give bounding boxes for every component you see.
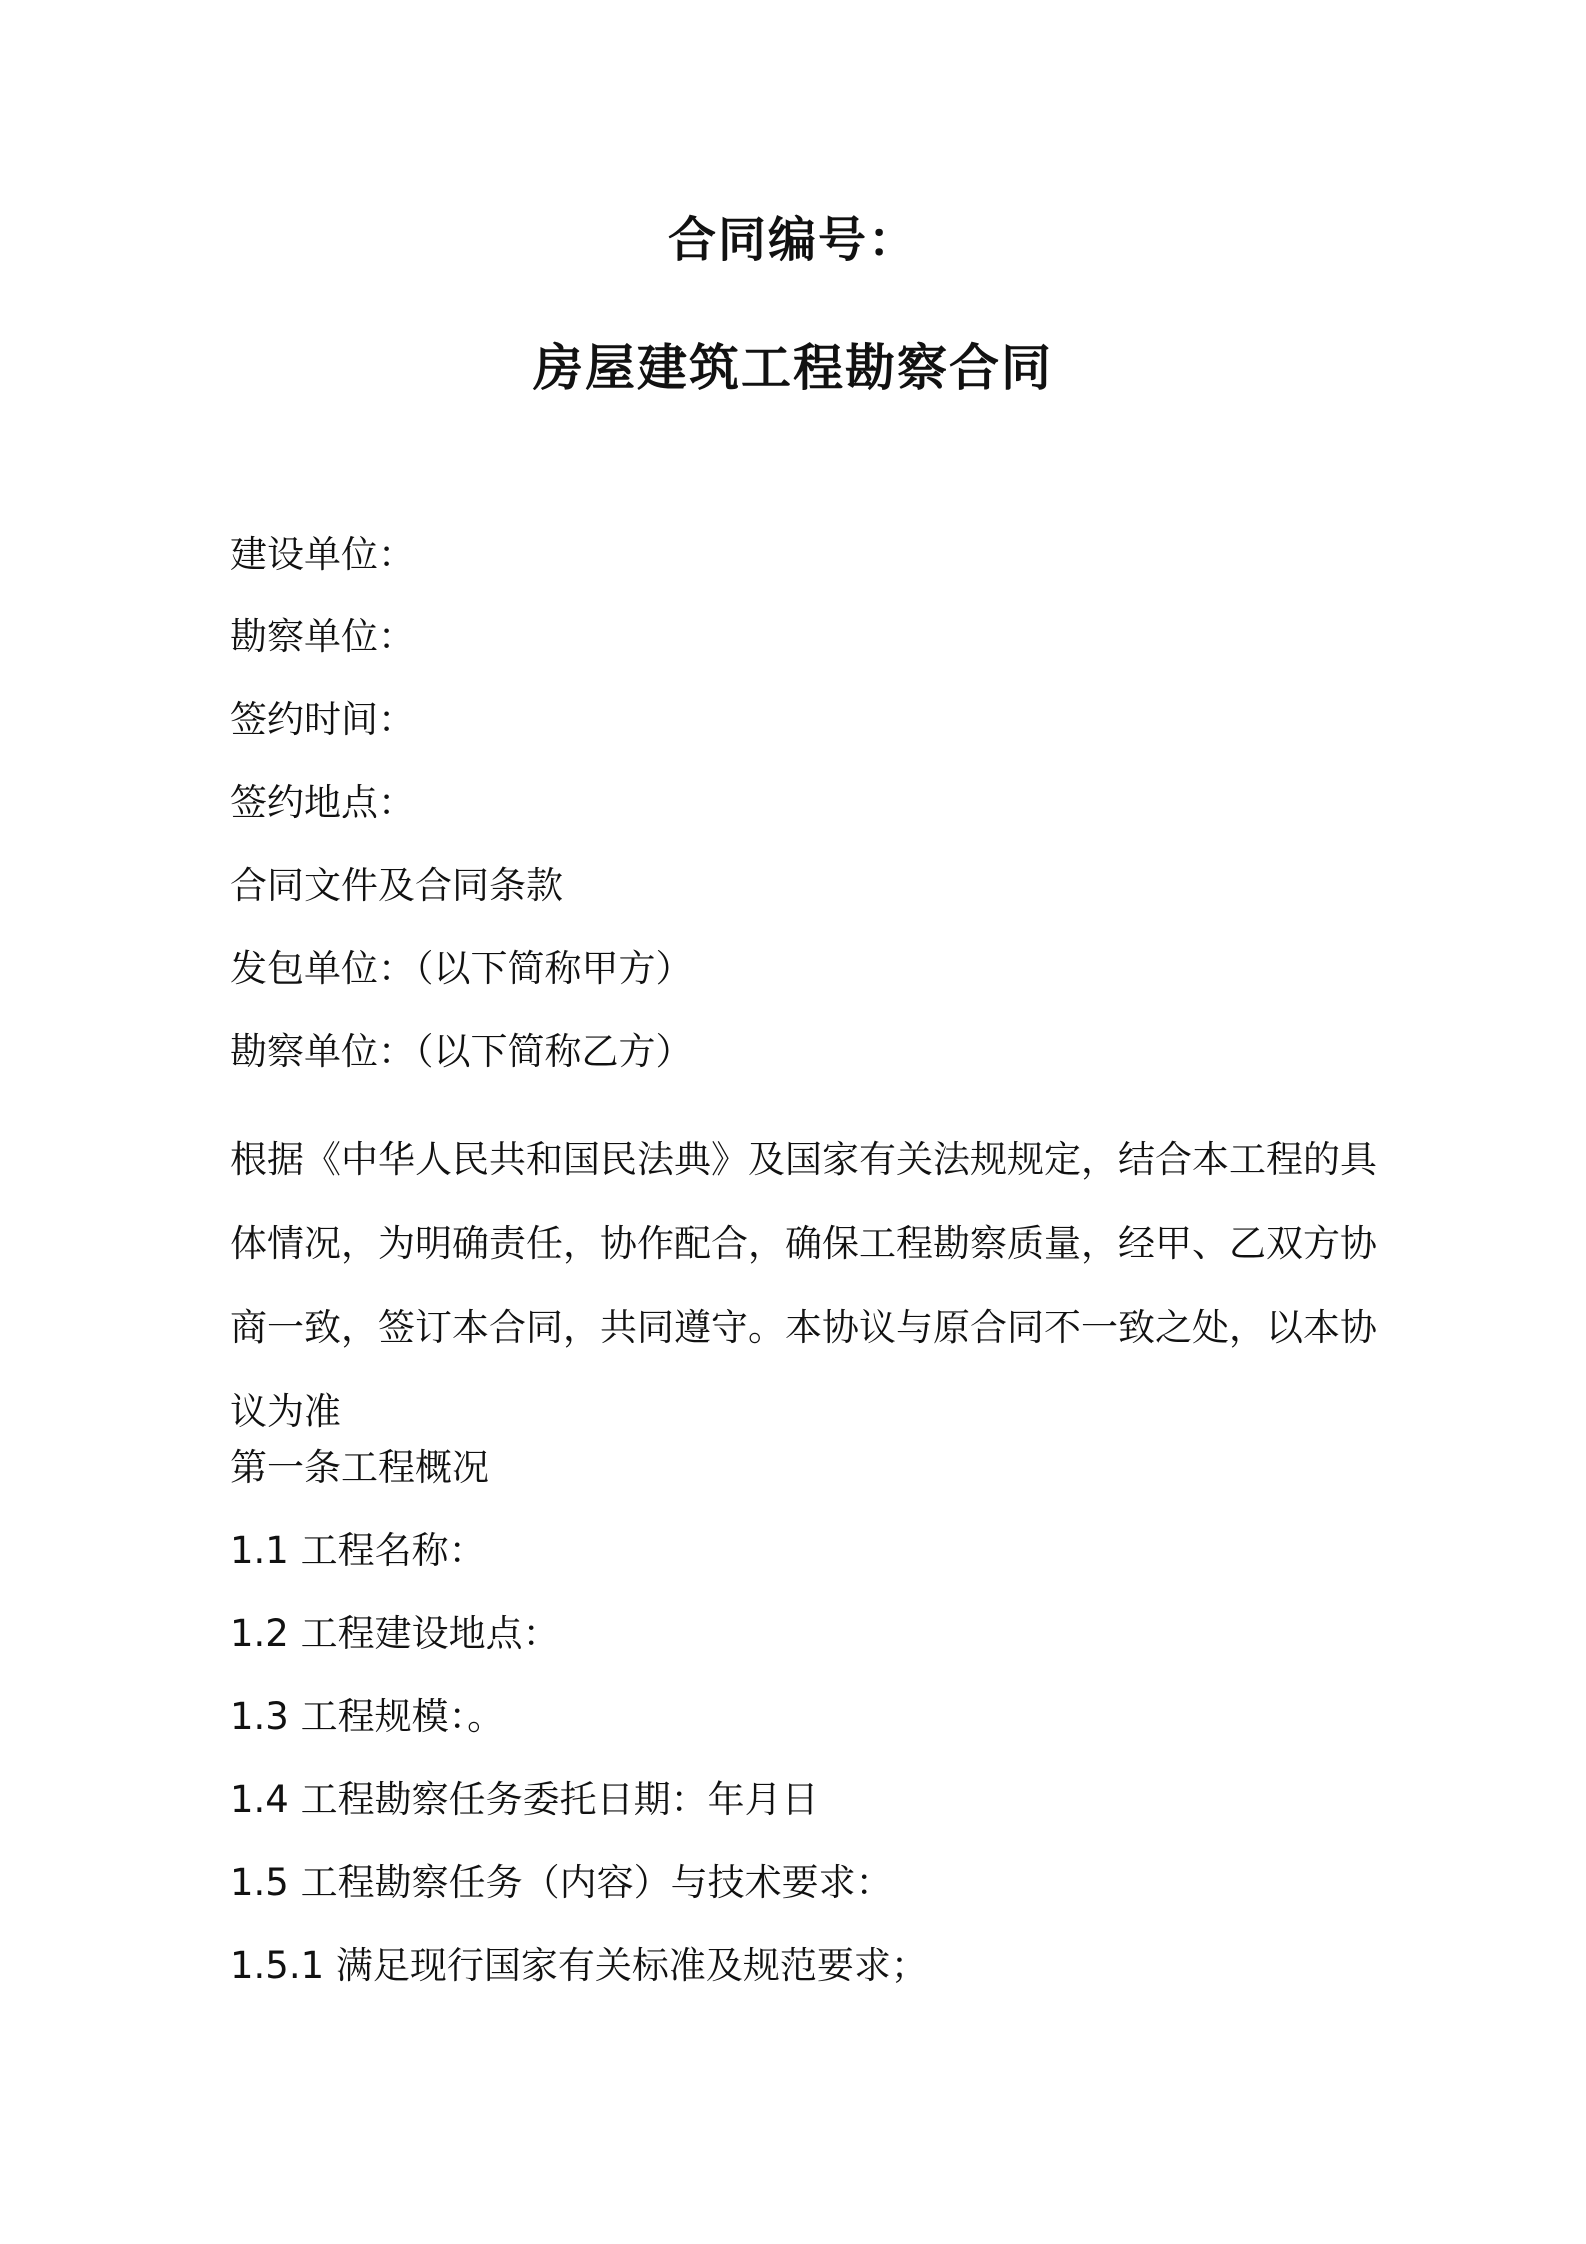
article-1-item: 1.5.1 满足现行国家有关标准及规范要求； <box>230 1944 928 1987</box>
document-title: 房屋建筑工程勘察合同 <box>533 339 1053 397</box>
article-1-item: 1.2 工程建设地点： <box>230 1612 560 1655</box>
article-1-item: 1.5 工程勘察任务（内容）与技术要求： <box>230 1861 893 1904</box>
signing-time-field: 签约时间： <box>230 698 415 741</box>
contract-number-label: 合同编号： <box>667 212 918 268</box>
article-1-item: 1.4 工程勘察任务委托日期：年月日 <box>230 1778 819 1821</box>
preamble-paragraph: 根据《中华人民共和国民法典》及国家有关法规规定，结合本工程的具体情况，为明确责任，协作配合，确保工程勘察质量，经甲、乙双方协商一致，签订本合同，共同遵守。本协议与原合同不一致之处，以本协议为准 <box>230 1138 1377 1433</box>
article-1-item: 1.1 工程名称： <box>230 1529 486 1572</box>
party-a-line: 发包单位：（以下简称甲方） <box>230 947 693 990</box>
article-1-heading: 第一条工程概况 <box>230 1446 489 1489</box>
party-b-line: 勘察单位：（以下简称乙方） <box>230 1030 693 1073</box>
section-heading: 合同文件及合同条款 <box>230 864 563 907</box>
signing-place-field: 签约地点： <box>230 781 415 824</box>
article-1-item: 1.3 工程规模：。 <box>230 1695 505 1738</box>
construction-unit-field: 建设单位： <box>230 533 415 576</box>
survey-unit-field: 勘察单位： <box>230 615 415 658</box>
